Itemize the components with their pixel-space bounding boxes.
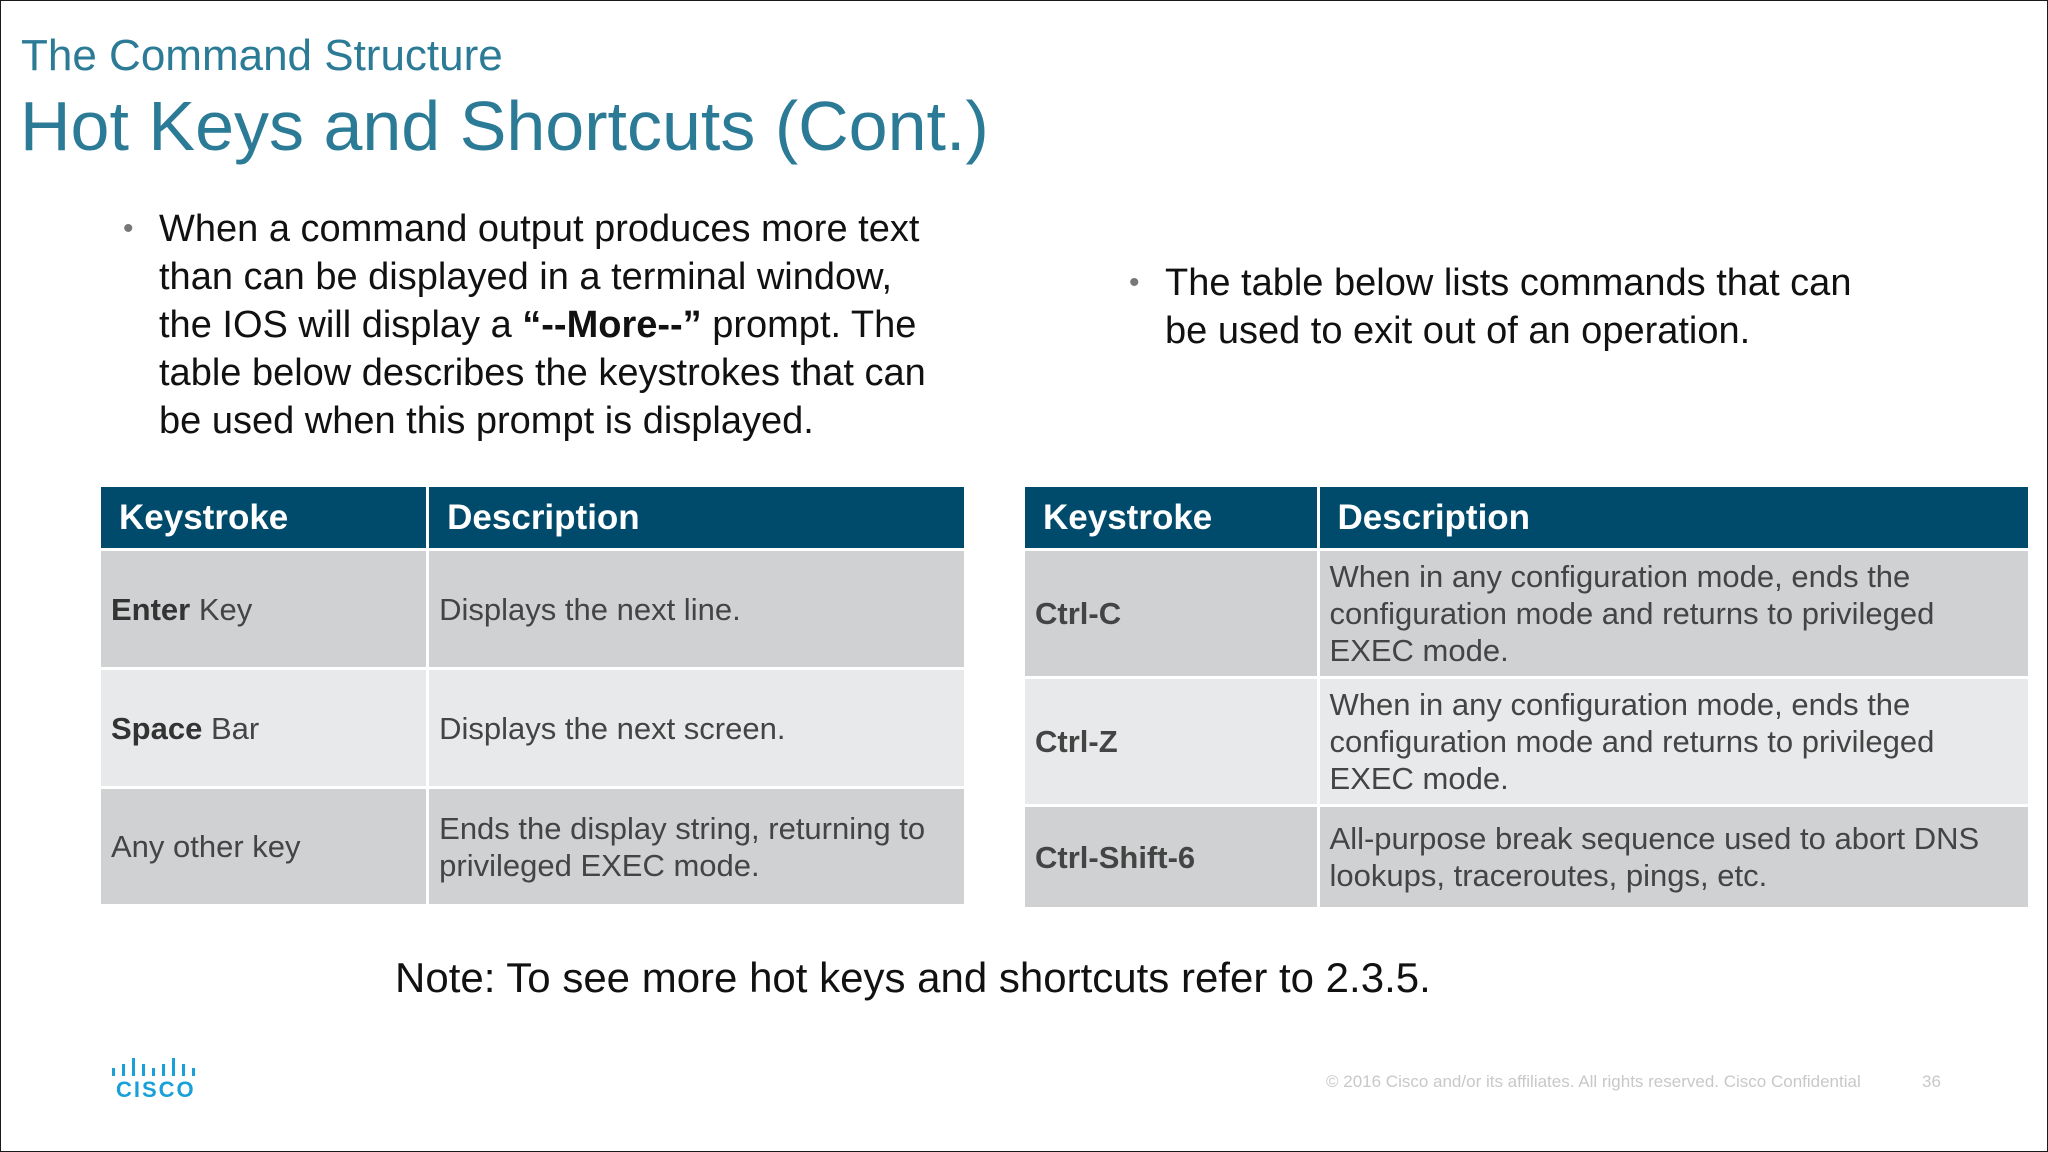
more-prompt-keys-table <box>98 484 967 907</box>
key-rest: Any other key <box>111 829 301 864</box>
column-header-description: Description <box>1320 487 2028 548</box>
table-header-row <box>1025 487 2028 548</box>
bullet-line: be used when this prompt is displayed. <box>159 400 814 442</box>
bullet-line: table below describes the keystrokes that can <box>159 352 926 394</box>
description-cell: When in any configuration mode, ends the configuration mode and returns to privileged EXEC mode. <box>1320 551 2028 676</box>
bullet-right <box>1129 259 1852 355</box>
keystroke-cell: Ctrl-Z <box>1025 679 1317 804</box>
bullet-line: When a command output produces more text <box>159 208 920 250</box>
logo-wordmark: CISCO <box>116 1077 196 1102</box>
slide-subtitle: The Command Structure <box>21 31 503 80</box>
description-cell: All-purpose break sequence used to abort DNS lookups, traceroutes, pings, etc. <box>1320 807 2028 907</box>
description-cell: When in any configuration mode, ends the configuration mode and returns to privileged EXEC mode. <box>1320 679 2028 804</box>
table-row <box>1025 551 2028 676</box>
column-header-keystroke: Keystroke <box>1025 487 1317 548</box>
table-row <box>1025 679 2028 804</box>
bullet-left <box>123 205 926 445</box>
bullet-line: be used to exit out of an operation. <box>1165 310 1751 352</box>
table-header-row <box>101 487 964 548</box>
column-header-keystroke: Keystroke <box>101 487 426 548</box>
bullet-dot-icon: • <box>123 212 134 245</box>
keystroke-cell <box>101 551 426 667</box>
table-row <box>101 789 964 904</box>
page-number: 36 <box>1922 1072 1941 1091</box>
copyright-footer: © 2016 Cisco and/or its affiliates. All rights reserved. Cisco Confidential <box>1326 1072 1861 1091</box>
description-cell: Ends the display string, returning to privileged EXEC mode. <box>429 789 964 904</box>
bullet-line: The table below lists commands that can <box>1165 262 1852 304</box>
note-text: Note: To see more hot keys and shortcuts refer to 2.3.5. <box>395 954 1431 1001</box>
bullet-text: the IOS will display a <box>159 304 523 346</box>
key-rest: Key <box>190 591 253 627</box>
table-row <box>101 551 964 667</box>
bullet-dot-icon: • <box>1129 266 1140 299</box>
bullet-text: prompt. The <box>701 304 917 346</box>
table-row <box>101 670 964 786</box>
exit-commands-table <box>1022 484 2031 910</box>
more-prompt-text: “--More--” <box>522 304 702 346</box>
keystroke-cell: Ctrl-Shift-6 <box>1025 807 1317 907</box>
slide-title: Hot Keys and Shortcuts (Cont.) <box>20 87 989 165</box>
keystroke-cell: Ctrl-C <box>1025 551 1317 676</box>
key-rest: Bar <box>202 710 260 746</box>
description-cell: Displays the next screen. <box>429 670 964 786</box>
keystroke-cell <box>101 789 426 904</box>
key-bold: Space <box>111 710 203 746</box>
bullet-line <box>159 301 926 349</box>
keystroke-cell <box>101 670 426 786</box>
key-bold: Enter <box>111 591 191 627</box>
table-row <box>1025 807 2028 907</box>
bullet-line: than can be displayed in a terminal window, <box>159 256 893 298</box>
column-header-description: Description <box>429 487 964 548</box>
description-cell: Displays the next line. <box>429 551 964 667</box>
